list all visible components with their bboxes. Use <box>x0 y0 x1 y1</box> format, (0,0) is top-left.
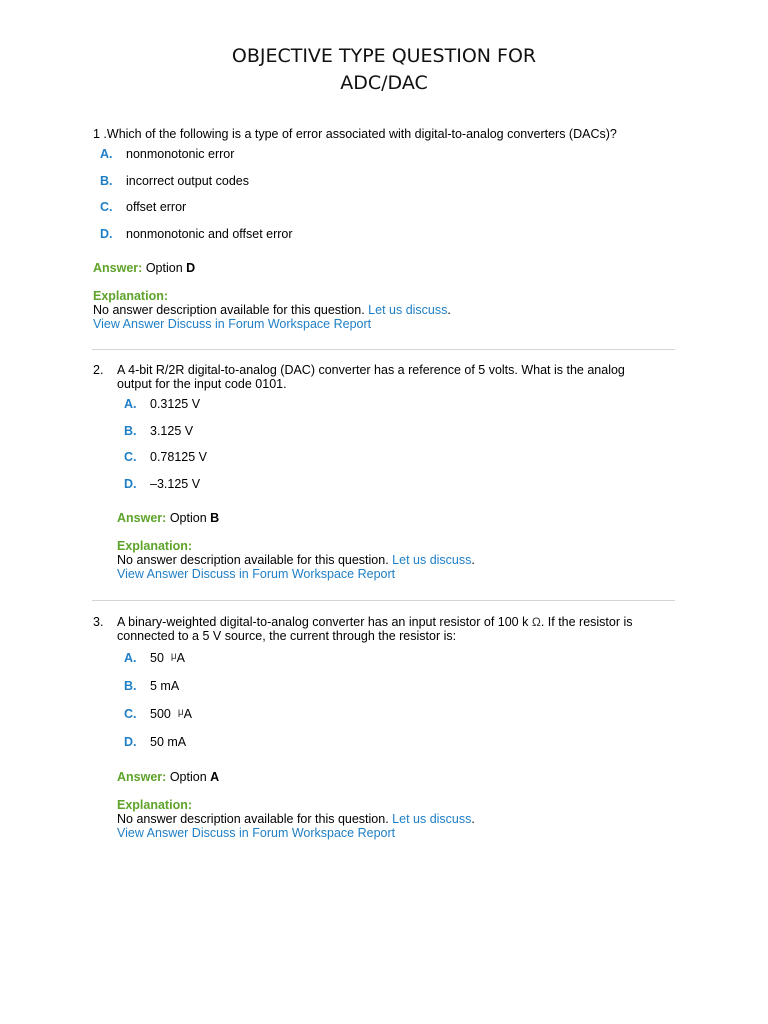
divider <box>92 349 675 350</box>
explanation-text: No answer description available for this question. <box>93 303 365 317</box>
option-c <box>100 200 693 227</box>
question-2 <box>93 363 693 581</box>
discuss-link[interactable]: Let us discuss <box>392 811 472 826</box>
option-b <box>100 174 693 201</box>
answer-value: D <box>186 261 196 275</box>
option-c <box>124 450 693 477</box>
option-letter: D. <box>124 476 137 491</box>
discuss-suffix: . <box>471 811 475 826</box>
answer-label: Answer: <box>117 769 167 784</box>
option-letter: D. <box>124 735 137 749</box>
action-links[interactable]: View Answer Discuss in Forum Workspace Report <box>93 317 372 331</box>
option-b <box>124 679 693 707</box>
option-a <box>124 397 693 424</box>
option-d <box>100 227 693 254</box>
answer-value: B <box>210 511 220 525</box>
option-letter: B. <box>124 423 137 438</box>
question-text-line-2: output for the input code 0101. <box>117 377 287 391</box>
option-letter: A. <box>100 147 113 161</box>
action-links[interactable]: View Answer Discuss in Forum Workspace Report <box>117 567 396 581</box>
answer-line <box>117 511 693 525</box>
discuss-link[interactable]: Let us discuss <box>392 553 472 567</box>
answer-prefix: Option <box>169 511 207 525</box>
option-a <box>124 651 693 679</box>
option-letter: A. <box>124 397 137 411</box>
option-unit: A <box>183 707 192 721</box>
explanation-text-line <box>117 812 693 826</box>
answer-line <box>93 261 693 275</box>
discuss-link[interactable]: Let us discuss <box>368 303 448 317</box>
option-text: nonmonotonic and offset error <box>126 226 293 241</box>
option-text: nonmonotonic error <box>126 147 235 161</box>
option-text: –3.125 V <box>150 476 201 491</box>
question-text-part-2: . If the resistor is <box>540 615 633 629</box>
discuss-suffix: . <box>471 553 475 567</box>
question-text-line-1: A 4-bit R/2R digital-to-analog (DAC) converter has a reference of 5 volts. What is the analog <box>117 363 625 377</box>
option-b <box>124 424 693 451</box>
option-letter: A. <box>124 651 137 665</box>
option-text: 5 mA <box>150 679 180 693</box>
answer-label: Answer: <box>117 511 167 525</box>
explanation-text-line <box>117 553 693 567</box>
option-text: 50 mA <box>150 735 187 749</box>
question-number: 3. <box>93 615 104 629</box>
question-1 <box>93 127 693 331</box>
divider <box>92 600 675 601</box>
option-value: 50 <box>150 651 164 665</box>
discuss-suffix: . <box>447 303 451 317</box>
option-d <box>124 477 693 504</box>
answer-line <box>117 770 693 784</box>
option-text: offset error <box>126 200 187 214</box>
option-letter: C. <box>124 450 137 464</box>
option-letter: C. <box>100 200 113 214</box>
option-letter: B. <box>124 679 137 693</box>
explanation-label: Explanation: <box>93 289 169 303</box>
explanation-label: Explanation: <box>117 539 193 553</box>
explanation-label: Explanation: <box>117 797 193 812</box>
action-links[interactable]: View Answer Discuss in Forum Workspace Report <box>117 825 396 840</box>
option-text: incorrect output codes <box>126 173 249 188</box>
option-c <box>124 707 693 735</box>
option-letter: B. <box>100 173 113 188</box>
option-value: 500 <box>150 707 171 721</box>
question-number: 2. <box>93 363 104 377</box>
option-text: 0.78125 V <box>150 450 207 464</box>
answer-prefix: Option <box>145 261 183 275</box>
option-letter: C. <box>124 707 137 721</box>
title-line-1: OBJECTIVE TYPE QUESTION FOR <box>231 45 537 67</box>
page-title <box>0 43 768 97</box>
answer-prefix: Option <box>169 769 207 784</box>
micro-symbol: μ <box>170 651 177 662</box>
ohm-symbol: Ω <box>531 615 541 629</box>
option-text: 0.3125 V <box>150 397 201 411</box>
option-text: 3.125 V <box>150 423 194 438</box>
question-text-line-1 <box>117 615 693 629</box>
micro-symbol: μ <box>177 707 184 718</box>
answer-label: Answer: <box>93 261 143 275</box>
question-text-line-2: connected to a 5 V source, the current through the resistor is: <box>117 629 457 643</box>
title-line-2: ADC/DAC <box>340 72 428 94</box>
question-text-part-1: A binary-weighted digital-to-analog converter has an input resistor of 100 k <box>117 615 529 629</box>
explanation-text-line <box>93 303 693 317</box>
answer-value: A <box>210 769 220 784</box>
question-text: 1 .Which of the following is a type of error associated with digital-to-analog converters (DACs)? <box>93 127 617 141</box>
option-unit: A <box>176 651 185 665</box>
question-3 <box>93 615 693 840</box>
option-letter: D. <box>100 226 113 241</box>
explanation-text: No answer description available for this question. <box>117 811 389 826</box>
option-d <box>124 735 693 762</box>
explanation-text: No answer description available for this question. <box>117 553 389 567</box>
option-a <box>100 147 693 174</box>
